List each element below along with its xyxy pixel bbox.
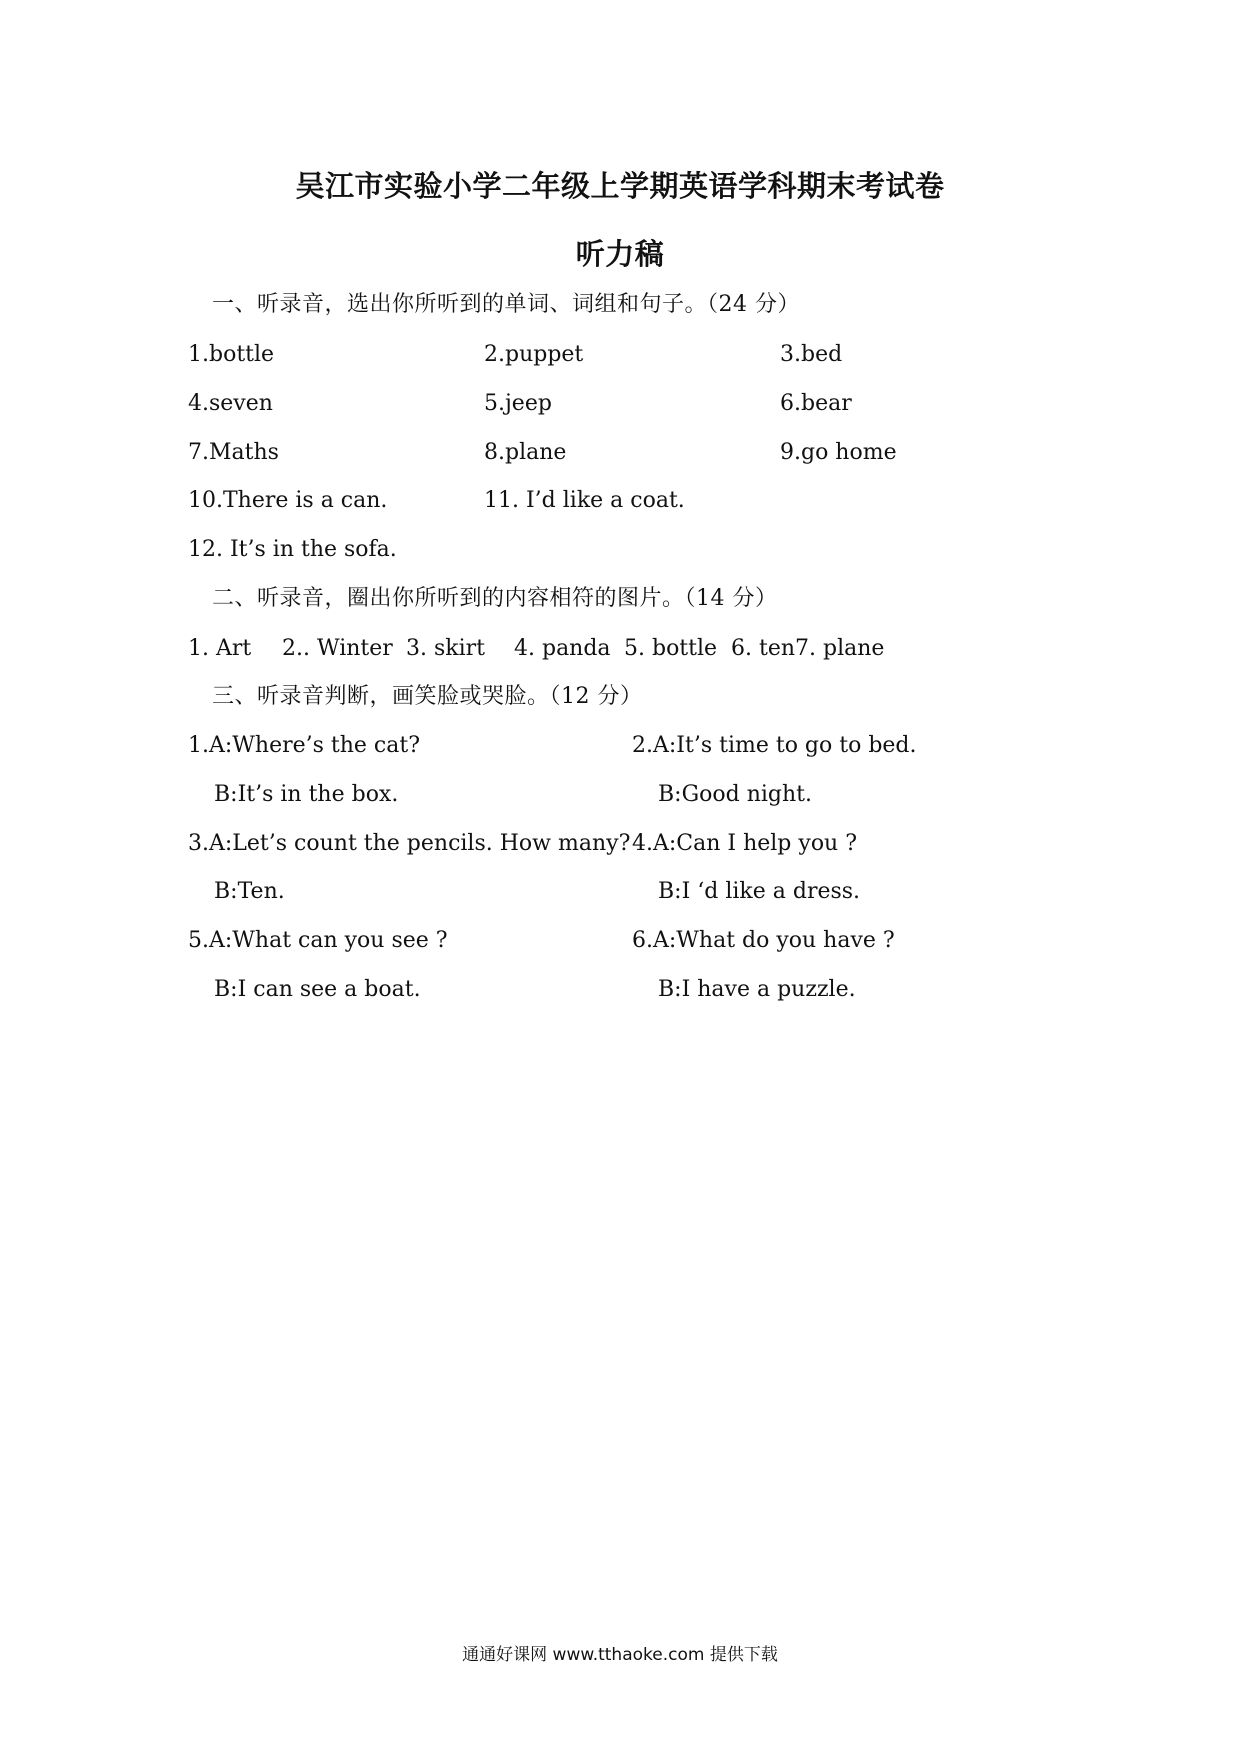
dialog-line-b: B:Ten. — [214, 879, 285, 904]
dialog-line-a: 1.A:Where’s the cat? — [188, 733, 420, 758]
section1-item: 7.Maths — [188, 440, 279, 465]
dialog-line-a: 5.A:What can you see ? — [188, 928, 448, 953]
section1-item: 11. I’d like a coat. — [484, 488, 685, 513]
dialog-line-b: B:I have a puzzle. — [658, 977, 856, 1002]
dialog-line-b: B:I ‘d like a dress. — [658, 879, 861, 904]
section1-item: 9.go home — [780, 440, 897, 465]
section1-item: 5.jeep — [484, 391, 552, 416]
page-title: 吴江市实验小学二年级上学期英语学科期末考试卷 — [295, 169, 945, 203]
section1-item: 1.bottle — [188, 342, 275, 367]
section1-item: 3.bed — [780, 342, 843, 367]
page-footer: 通通好课网 www.tthaoke.com 提供下载 — [462, 1645, 778, 1665]
dialog-line-a: 6.A:What do you have ? — [632, 928, 895, 953]
section2-item: 5. bottle — [624, 636, 718, 661]
section3-heading: 三、听录音判断，画笑脸或哭脸。（12 分） — [212, 684, 643, 709]
section2-item: 4. panda — [514, 636, 611, 661]
dialog-line-b: B:It’s in the box. — [214, 782, 399, 807]
section1-item: 6.bear — [780, 391, 852, 416]
section1-item: 10.There is a can. — [188, 488, 388, 513]
section1-heading: 一、听录音，选出你所听到的单词、词组和句子。（24 分） — [212, 292, 800, 317]
section2-item: 1. Art — [188, 636, 252, 661]
dialog-line-a: 2.A:It’s time to go to bed. — [632, 733, 917, 758]
section2-item: 7. plane — [795, 636, 885, 661]
page-subtitle: 听力稿 — [575, 237, 665, 271]
section1-item: 12. It’s in the sofa. — [188, 537, 397, 562]
section1-item: 8.plane — [484, 440, 567, 465]
dialog-line-a: 4.A:Can I help you ? — [632, 831, 858, 856]
section1-item: 2.puppet — [484, 342, 584, 367]
section2-item: 6. ten — [731, 636, 796, 661]
section2-item: 3. skirt — [406, 636, 485, 661]
dialog-line-b: B:I can see a boat. — [214, 977, 421, 1002]
section1-item: 4.seven — [188, 391, 273, 416]
dialog-line-a: 3.A:Let’s count the pencils. How many? — [188, 831, 631, 856]
section2-heading: 二、听录音，圈出你所听到的内容相符的图片。（14 分） — [212, 586, 778, 611]
section2-item: 2.. Winter — [282, 636, 393, 661]
dialog-line-b: B:Good night. — [658, 782, 813, 807]
